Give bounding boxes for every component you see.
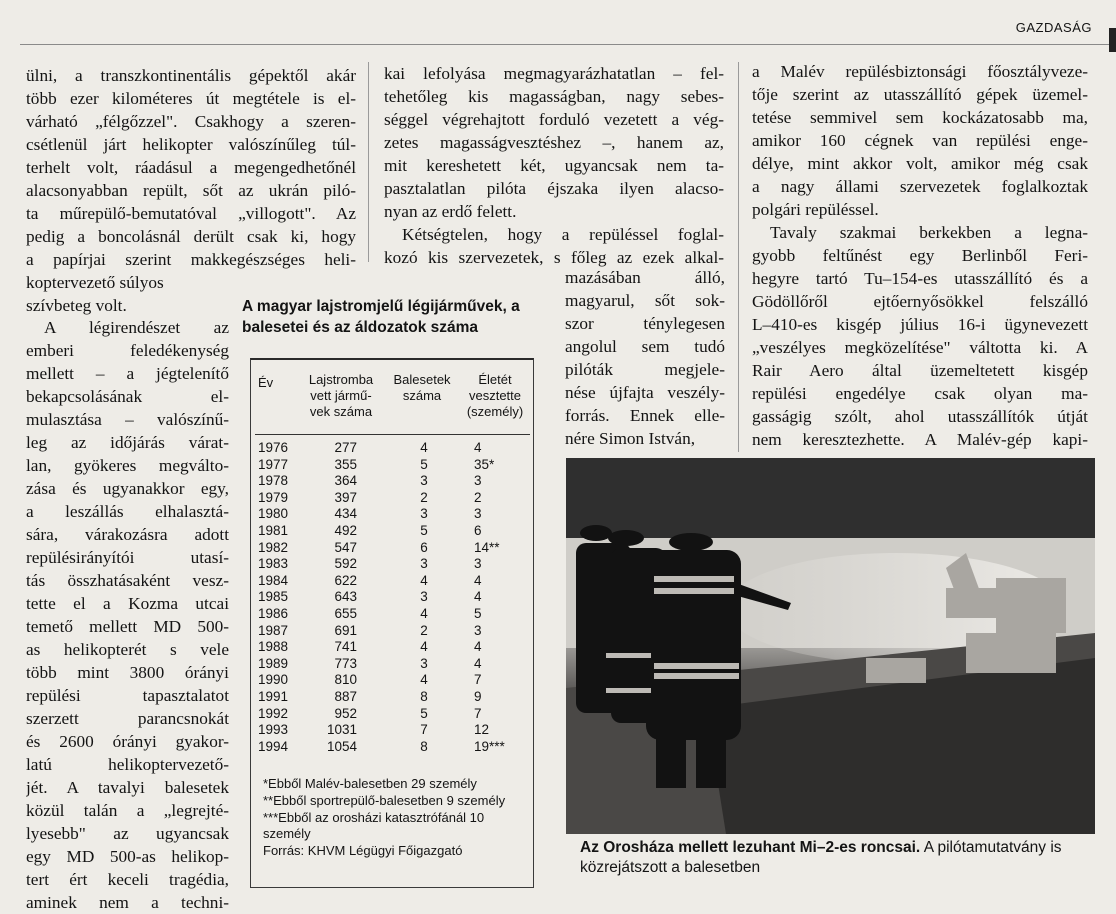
table-cell-deaths: 3 [474,622,482,638]
text-line: jét. A tavalyi balesetek [26,778,229,797]
table-cell-deaths: 5 [474,605,482,621]
table-cell-year: 1986 [258,605,289,621]
table-cell-year: 1993 [258,722,289,738]
wreckage-photo [566,458,1095,834]
text-line: Tavaly szakmai berkekben a legna- [770,223,1088,242]
text-line: pasztalatlan pilóta éjszaka ilyen alacso- [384,179,724,198]
table-cell-year: 1980 [258,506,289,522]
table-cell-deaths: 9 [474,688,482,704]
table-cell-accidents: 7 [420,722,428,738]
table-cell-accidents: 4 [420,672,428,688]
text-line: tert ért keceli tragédia, [26,870,229,889]
table-cell-deaths: 3 [474,556,482,572]
table-cell-registered: 592 [334,556,357,572]
table-cell-registered: 622 [334,572,357,588]
header-rule [20,44,1116,45]
text-line: emberi feledékenység [26,341,229,360]
table-header-deaths [462,372,528,420]
text-line: pedig a boncolásnál derült csak ki, hogy [26,227,356,246]
text-line: mazásában álló, [565,268,725,287]
photo-illustration [566,458,1095,834]
text-line: közül talán a „legrejté- [26,801,229,820]
header-line: Lajstromba [308,372,374,387]
table-cell-year: 1978 [258,473,289,489]
text-line: séggel végrehajtott forduló vezetett a vég- [384,110,724,129]
text-line: gasságig szólt, ahol utasszállítók útját [752,407,1088,426]
text-line: amikor 160 cégnek van repülési enge- [752,131,1088,150]
text-line: latú helikoptervezető- [26,755,229,774]
text-line: repülésirányítói utasí- [26,548,229,567]
text-line: zetes magasságvesztéshez –, hanem az, [384,133,724,152]
table-cell-year: 1984 [258,572,289,588]
text-line: gyobb feltűnést egy Berlinből Feri- [752,246,1088,265]
text-line: repülési engedélye csak olyan ma- [752,384,1088,403]
table-cell-deaths: 4 [474,639,482,655]
table-cell-registered: 434 [334,506,357,522]
text-line: tetése semmivel sem kockázatosabb ma, [752,108,1088,127]
text-line: pilóták megjele- [565,360,725,379]
photo-caption [580,838,1100,878]
table-cell-registered: 691 [334,622,357,638]
table-cell-accidents: 8 [420,738,428,754]
text-line: kai lefolyása megmagyarázhatatlan – fel- [384,64,724,83]
text-line: koptervezető súlyos [26,273,164,292]
table-cell-registered: 773 [334,655,357,671]
header-line: száma [402,388,442,403]
text-line: a nagy állami szervezetek foglalkoztak [752,177,1088,196]
table-cell-deaths: 7 [474,672,482,688]
text-line: tette el a Kozma utcai [26,594,229,613]
table-cell-year: 1987 [258,622,289,638]
table-note: ***Ebből az orosházi katasztrófánál 10 [263,809,485,825]
table-cell-accidents: 2 [420,622,428,638]
table-col-accidents [414,440,434,755]
text-line: A légirendészet az [44,318,229,337]
text-line: Rair Aero által üzemeltetett kisgép [752,361,1088,380]
table-cell-accidents: 4 [420,440,428,455]
table-cell-deaths: 2 [474,489,482,505]
table-cell-registered: 655 [334,605,357,621]
column-3 [752,60,1088,451]
text-line: as helikopterét s vele [26,640,229,659]
text-line: „veszélyes megközelítése" váltotta ki. A [752,338,1088,357]
header-line: Év [258,375,274,390]
table-note: személy [263,826,311,842]
text-line: alacsonyabban repült, sőt az ukrán piló- [26,181,356,200]
header-line: vett jármű- [310,388,372,403]
header-line: vek száma [309,404,373,419]
table-cell-year: 1983 [258,556,289,572]
table-cell-deaths: 4 [474,655,482,671]
table-cell-registered: 741 [334,639,357,655]
photo-dark-band [566,458,1095,538]
table-cell-accidents: 2 [420,489,428,505]
table-cell-accidents: 4 [420,572,428,588]
text-line: a leszállás elhalasztá- [26,502,229,521]
text-line: nése újfajta veszély- [565,383,725,402]
text-line: nem keresztezhette. A Malév-gép kapi- [752,430,1088,449]
table-cell-year: 1977 [258,456,289,472]
text-line: mulasztása – valószínű- [26,410,229,429]
page-edge-mark [1109,28,1116,52]
text-line: ta műrepülő-bemutatóval „villogott". Az [26,204,356,223]
column-rule-1 [368,62,369,262]
table-cell-year: 1976 [258,440,289,455]
header-line: (személy) [466,404,524,419]
text-line: mit kereshetett két, ugyancsak nem ta- [384,156,724,175]
text-line: sára, várakozásra adott [26,525,229,544]
caption-rest: A pilótamutatvány is [920,839,1062,856]
text-line: szor ténylegesen [565,314,725,333]
table-cell-accidents: 3 [420,506,428,522]
text-line: szerzett parancsnokát [26,709,229,728]
table-cell-deaths: 4 [474,572,482,588]
text-line: ülni, a transzkontinentális gépektől akár [26,66,356,85]
table-cell-year: 1994 [258,738,289,754]
table-cell-accidents: 3 [420,655,428,671]
text-line: tás összhatásaként vesz- [26,571,229,590]
table-cell-deaths: 3 [474,473,482,489]
table-header-year [258,375,273,391]
text-line: és 2600 órányi gyakor- [26,732,229,751]
section-label: GAZDASÁG [1015,20,1092,35]
text-line: lyesebb" az ugyancsak [26,824,229,843]
text-line: L–410-es kisgép július 16-i ügynevezett [752,315,1088,334]
table-cell-registered: 397 [334,489,357,505]
table-cell-registered: 1031 [326,722,357,738]
table-cell-year: 1991 [258,688,289,704]
table-cell-accidents: 3 [420,556,428,572]
text-line: a papírjai szerint makkegészséges heli- [26,250,356,269]
header-line: Életét [478,372,512,387]
text-line: kozó kis szervezetek, s főleg az ezek alkal- [384,248,724,267]
table-cell-year: 1985 [258,589,289,605]
table-cell-deaths: 6 [474,522,482,538]
table-title-line: A magyar lajstromjelű légijárművek, a [242,298,520,315]
table-header-rule [255,434,530,435]
column-1-bottom [26,316,229,914]
text-line: leg az időjárás várat- [26,433,229,452]
table-note: *Ebből Malév-balesetben 29 személy [263,776,477,791]
table-notes [263,776,531,860]
table-cell-deaths: 4 [474,440,482,455]
text-line: tője szerint az utasszállító gépek üzemel- [752,85,1088,104]
table-cell-registered: 277 [334,440,357,455]
table-cell-accidents: 5 [420,522,428,538]
table-col-year [258,440,288,755]
table-cell-deaths: 19*** [474,738,505,754]
text-line: polgári repüléssel. [752,200,879,219]
table-cell-year: 1979 [258,489,289,505]
text-line: több mint 3800 órányi [26,663,229,682]
table-col-deaths [474,440,508,755]
text-line: a Malév repülésbiztonsági főosztályveze- [752,62,1088,81]
table-cell-accidents: 5 [420,456,428,472]
table-title [242,296,542,338]
text-line: repülési tapasztalatot [26,686,229,705]
text-line: temető mellett MD 500- [26,617,229,636]
table-cell-registered: 492 [334,522,357,538]
text-line: bekapcsolásának el- [26,387,229,406]
text-line: aminek nem a techni- [26,893,229,912]
table-cell-accidents: 8 [420,688,428,704]
table-cell-year: 1988 [258,639,289,655]
table-cell-registered: 952 [334,705,357,721]
text-line: délye, mint akkor volt, amikor még csak [752,154,1088,173]
table-cell-registered: 643 [334,589,357,605]
table-header-accidents [388,372,456,404]
header-line: vesztette [468,388,522,403]
column-rule-2 [738,62,739,452]
table-cell-registered: 547 [334,539,357,555]
table-cell-registered: 887 [334,688,357,704]
column-2-wrap [565,266,725,450]
table-cell-deaths: 4 [474,589,482,605]
text-line: magyarul, sőt sok- [565,291,725,310]
table-cell-accidents: 6 [420,539,428,555]
table-cell-year: 1982 [258,539,289,555]
text-line: tehetőleg kis magasságban, nagy sebes- [384,87,724,106]
text-line: mellett – a jégtelenítő [26,364,229,383]
table-cell-accidents: 5 [420,705,428,721]
table-cell-accidents: 4 [420,605,428,621]
column-1-top [26,64,356,317]
table-cell-deaths: 7 [474,705,482,721]
table-cell-registered: 810 [334,672,357,688]
table-title-line: balesetei és az áldozatok száma [242,319,479,336]
table-note: Forrás: KHVM Légügyi Főigazgató [263,843,463,859]
table-note: **Ebből sportrepülő-balesetben 9 személy [263,792,506,808]
table-cell-deaths: 3 [474,506,482,522]
text-line: nére Simon István, [565,429,696,448]
text-line: Kétségtelen, hogy a repüléssel foglal- [402,225,724,244]
table-cell-registered: 1054 [326,738,357,754]
text-line: várható „félgőzzel". Csakhogy a szeren- [26,112,356,131]
text-line: forrás. Ennek elle- [565,406,725,425]
text-line: több ezer kilométeres út megtétele is el- [26,89,356,108]
table-cell-registered: 364 [334,473,357,489]
table-cell-deaths: 14** [474,539,500,555]
text-line: egy MD 500-as helikop- [26,847,229,866]
text-line: terhelt volt, ráadásul a megengedhetőnél [26,158,356,177]
text-line: csétlenül járt helikopter valószínűleg túl- [26,135,356,154]
table-cell-year: 1981 [258,522,289,538]
text-line: lan, gyökeres megválto- [26,456,229,475]
table-cell-deaths: 12 [474,722,490,738]
table-cell-accidents: 3 [420,589,428,605]
table-cell-deaths: 35* [474,456,495,472]
table-cell-accidents: 3 [420,473,428,489]
text-line: hegyre tartó Tu–154-es utasszállító és a [752,269,1088,288]
text-line: nyan az erdő felett. [384,202,517,221]
text-line: angolul sem tudó [565,337,725,356]
table-col-registered [322,440,357,755]
table-cell-year: 1990 [258,672,289,688]
text-line: zása és ugyanakkor egy, [26,479,229,498]
table-cell-registered: 355 [334,456,357,472]
text-line: Gödöllőről ejtőernyősökkel felszálló [752,292,1088,311]
text-line: szívbeteg volt. [26,296,127,315]
caption-bold: Az Orosháza mellett lezuhant Mi–2-es roncsai. [580,839,921,856]
header-line: Balesetek [393,372,451,387]
table-cell-year: 1992 [258,705,289,721]
table-cell-accidents: 4 [420,639,428,655]
caption-rest-line2: közrejátszott a balesetben [580,859,761,876]
table-cell-year: 1989 [258,655,289,671]
table-header-registered [303,372,379,420]
column-2-top [384,62,724,269]
